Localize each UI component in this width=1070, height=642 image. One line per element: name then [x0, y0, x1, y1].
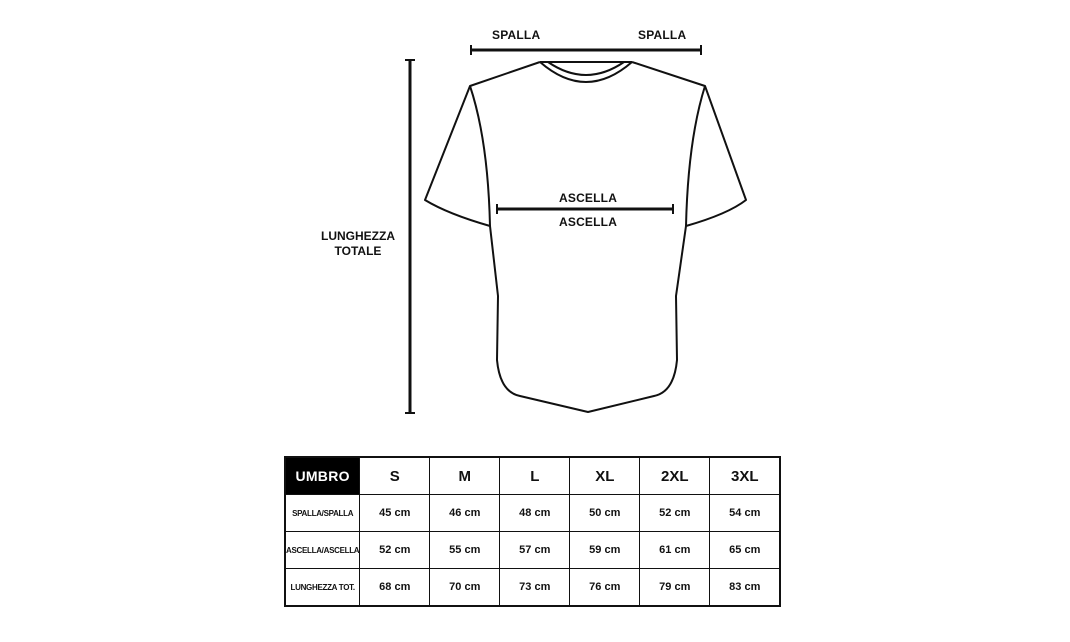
size-header-2xl: 2XL — [640, 457, 710, 495]
shoulder-label-left: SPALLA — [492, 28, 541, 42]
length-label-line1: LUNGHEZZA — [321, 229, 395, 243]
size-header-s: S — [360, 457, 430, 495]
table-cell: 54 cm — [710, 495, 781, 532]
shoulder-label-right: SPALLA — [638, 28, 687, 42]
row-label: ASCELLA/ASCELLA — [285, 532, 360, 569]
table-cell: 50 cm — [570, 495, 640, 532]
size-header-row — [285, 457, 780, 495]
table-row-length — [285, 569, 780, 607]
table-cell: 73 cm — [500, 569, 570, 607]
size-header-l: L — [500, 457, 570, 495]
length-label — [318, 229, 398, 259]
table-cell: 48 cm — [500, 495, 570, 532]
size-table — [284, 456, 781, 607]
table-cell: 59 cm — [570, 532, 640, 569]
table-cell: 68 cm — [360, 569, 430, 607]
armpit-label-bottom: ASCELLA — [559, 215, 618, 229]
size-header-xl: XL — [570, 457, 640, 495]
table-cell: 70 cm — [430, 569, 500, 607]
size-header-m: M — [430, 457, 500, 495]
table-cell: 46 cm — [430, 495, 500, 532]
right-sleeve-seam — [686, 86, 705, 226]
table-cell: 65 cm — [710, 532, 781, 569]
table-cell: 79 cm — [640, 569, 710, 607]
armpit-measure-line — [497, 204, 673, 214]
left-sleeve-seam — [470, 86, 490, 226]
table-cell: 52 cm — [640, 495, 710, 532]
table-cell: 52 cm — [360, 532, 430, 569]
table-cell: 83 cm — [710, 569, 781, 607]
shoulder-measure-line — [471, 45, 701, 55]
table-row-armpit — [285, 532, 780, 569]
row-label: LUNGHEZZA TOT. — [285, 569, 360, 607]
table-cell: 57 cm — [500, 532, 570, 569]
table-row-shoulder — [285, 495, 780, 532]
brand-cell: UMBRO — [285, 457, 360, 495]
length-measure-line — [405, 60, 415, 413]
row-label: SPALLA/SPALLA — [285, 495, 360, 532]
collar-inner — [548, 62, 624, 75]
table-cell: 61 cm — [640, 532, 710, 569]
table-cell: 76 cm — [570, 569, 640, 607]
table-cell: 45 cm — [360, 495, 430, 532]
length-label-line2: TOTALE — [334, 244, 382, 258]
armpit-label-top: ASCELLA — [559, 191, 618, 205]
table-cell: 55 cm — [430, 532, 500, 569]
size-header-3xl: 3XL — [710, 457, 781, 495]
